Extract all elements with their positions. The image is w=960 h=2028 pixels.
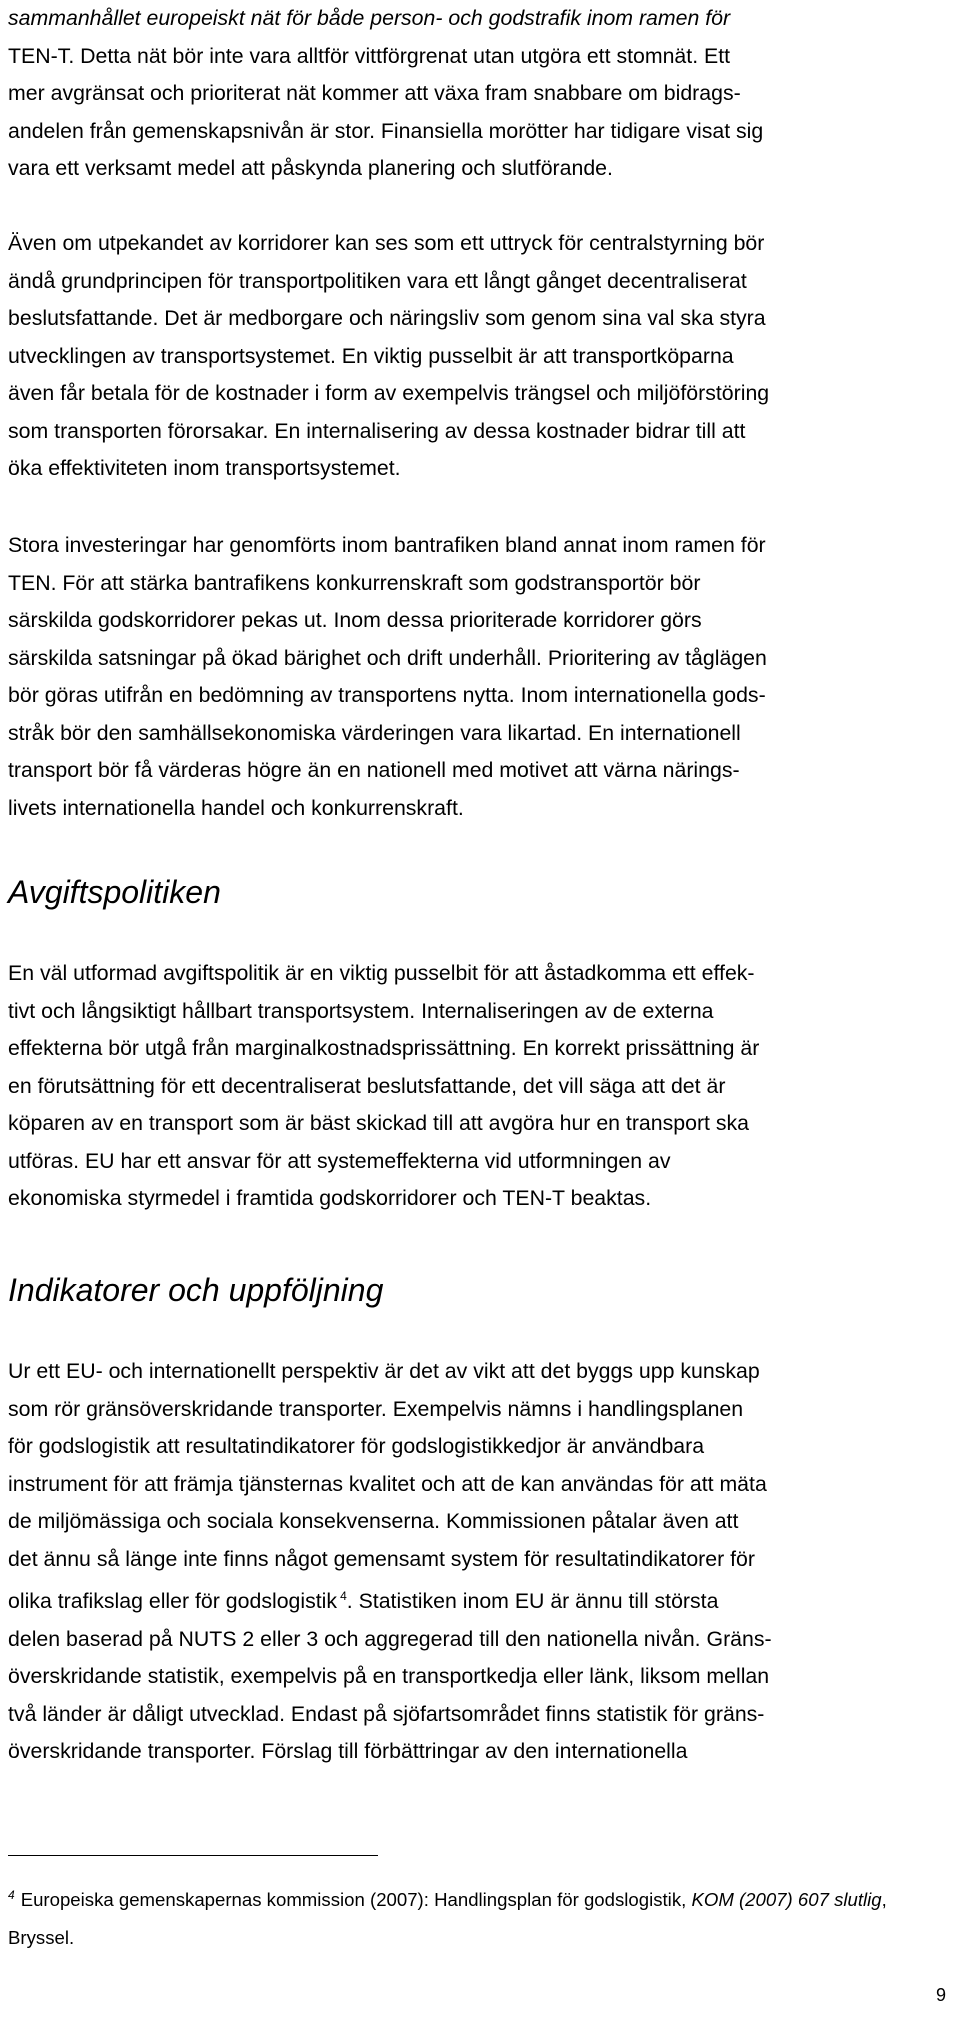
paragraph-5 bbox=[8, 1353, 772, 1771]
line-text: . Statistiken inom EU är ännu till största bbox=[346, 1589, 719, 1614]
footnote-divider bbox=[8, 1855, 378, 1856]
paragraph-line: särskilda godskorridorer pekas ut. Inom dessa prioriterade korridorer görs bbox=[8, 608, 702, 632]
paragraph-line: instrument för att främja tjänsternas kvalitet och att de kan användas för att mäta bbox=[8, 1471, 767, 1496]
paragraph-line: ändå grundprincipen för transportpolitiken vara ett långt gånget decentraliserat bbox=[8, 268, 747, 293]
paragraph-line: öka effektiviteten inom transportsystemet. bbox=[8, 456, 401, 480]
paragraph-line: de miljömässiga och sociala konsekvenserna. Kommissionen påtalar även att bbox=[8, 1509, 739, 1533]
section-heading-indikatorer: Indikatorer och uppföljning bbox=[8, 1272, 384, 1308]
paragraph-line: En väl utformad avgiftspolitik är en viktig pusselbit för att åstadkomma ett effek- bbox=[8, 961, 755, 985]
paragraph-line: stråk bör den samhällsekonomiska värderingen vara likartad. En internationell bbox=[8, 720, 741, 745]
paragraph-2 bbox=[8, 225, 769, 488]
paragraph-line: TEN. För att stärka bantrafikens konkurrenskraft som godstransportör bör bbox=[8, 570, 701, 595]
paragraph-line: delen baserad på NUTS 2 eller 3 och aggregerad till den nationella nivån. Gräns- bbox=[8, 1626, 772, 1651]
paragraph-line: Stora investeringar har genomförts inom bantrafiken bland annat inom ramen för bbox=[8, 533, 766, 557]
paragraph-line: två länder är dåligt utvecklad. Endast på sjöfartsområdet finns statistik för gräns- bbox=[8, 1701, 765, 1726]
paragraph-line: utvecklingen av transportsystemet. En viktig pusselbit är att transportköparna bbox=[8, 343, 734, 368]
paragraph-line-with-footnote-ref bbox=[8, 1578, 772, 1621]
paragraph-line: transport bör få värderas högre än en nationell med motivet att värna närings- bbox=[8, 758, 740, 782]
paragraph-line: andelen från gemenskapsnivån är stor. Finansiella morötter har tidigare visat sig bbox=[8, 118, 764, 143]
paragraph-line: Även om utpekandet av korridorer kan ses som ett uttryck för centralstyrning bör bbox=[8, 231, 765, 255]
paragraph-line: det ännu så länge inte finns något gemensamt system för resultatindikatorer för bbox=[8, 1546, 755, 1571]
paragraph-1 bbox=[8, 0, 763, 188]
paragraph-line: även får betala för de kostnader i form av exempelvis trängsel och miljöförstöring bbox=[8, 381, 770, 405]
paragraph-line: vara ett verksamt medel att påskynda planering och slutförande. bbox=[8, 156, 613, 180]
paragraph-line: särskilda satsningar på ökad bärighet och drift underhåll. Prioritering av tåglägen bbox=[8, 645, 767, 670]
footnote-reference[interactable]: 4 bbox=[340, 1589, 347, 1603]
paragraph-line: beslutsfattande. Det är medborgare och näringsliv som genom sina val ska styra bbox=[8, 306, 766, 330]
paragraph-line: tivt och långsiktigt hållbart transportsystem. Internaliseringen av de externa bbox=[8, 998, 714, 1023]
paragraph-line: ekonomiska styrmedel i framtida godskorridorer och TEN-T beaktas. bbox=[8, 1186, 652, 1210]
paragraph-line: som transporten förorsakar. En internalisering av dessa kostnader bidrar till att bbox=[8, 418, 746, 443]
paragraph-3 bbox=[8, 527, 767, 827]
line-text: olika trafikslag eller för godslogistik bbox=[8, 1589, 338, 1614]
paragraph-line: utföras. EU har ett ansvar för att systemeffekterna vid utformningen av bbox=[8, 1148, 671, 1173]
paragraph-line: sammanhållet europeiskt nät för både person- och godstrafik inom ramen för bbox=[8, 6, 731, 30]
page-number: 9 bbox=[935, 1985, 946, 2005]
paragraph-line: livets internationella handel och konkurrenskraft. bbox=[8, 795, 464, 820]
paragraph-line: en förutsättning för ett decentraliserat beslutsfattande, det vill säga att det är bbox=[8, 1073, 726, 1098]
paragraph-line: överskridande statistik, exempelvis på en transportkedja eller länk, liksom mellan bbox=[8, 1664, 770, 1689]
paragraph-line: effekterna bör utgå från marginalkostnadsprissättning. En korrekt prissättning är bbox=[8, 1036, 760, 1060]
paragraph-line: bör göras utifrån en bedömning av transportens nytta. Inom internationella gods- bbox=[8, 683, 766, 707]
footnote-text: Europeiska gemenskapernas kommission (2007): Handlingsplan för godslogistik, bbox=[20, 1889, 687, 1911]
section-heading-avgiftspolitiken: Avgiftspolitiken bbox=[8, 874, 221, 910]
footnote-text-end: , Bryssel. bbox=[8, 1889, 887, 1949]
paragraph-line: TEN-T. Detta nät bör inte vara alltför vittförgrenat utan utgöra ett stomnät. Ett bbox=[8, 43, 731, 68]
paragraph-line: överskridande transporter. Förslag till förbättringar av den internationella bbox=[8, 1739, 688, 1764]
paragraph-line: mer avgränsat och prioriterat nät kommer att växa fram snabbare om bidrags- bbox=[8, 81, 741, 105]
paragraph-line: Ur ett EU- och internationellt perspektiv är det av vikt att det byggs upp kunskap bbox=[8, 1359, 760, 1383]
footnote bbox=[8, 1876, 948, 1957]
footnote-number: 4 bbox=[8, 1888, 15, 1902]
paragraph-line: köparen av en transport som är bäst skickad till att avgöra hur en transport ska bbox=[8, 1111, 750, 1135]
paragraph-line: för godslogistik att resultatindikatorer för godslogistikkedjor är användbara bbox=[8, 1434, 705, 1458]
paragraph-line: som rör gränsöverskridande transporter. Exempelvis nämns i handlingsplanen bbox=[8, 1396, 744, 1421]
footnote-italic-reference: KOM (2007) 607 slutlig bbox=[691, 1889, 882, 1911]
paragraph-4 bbox=[8, 955, 759, 1218]
